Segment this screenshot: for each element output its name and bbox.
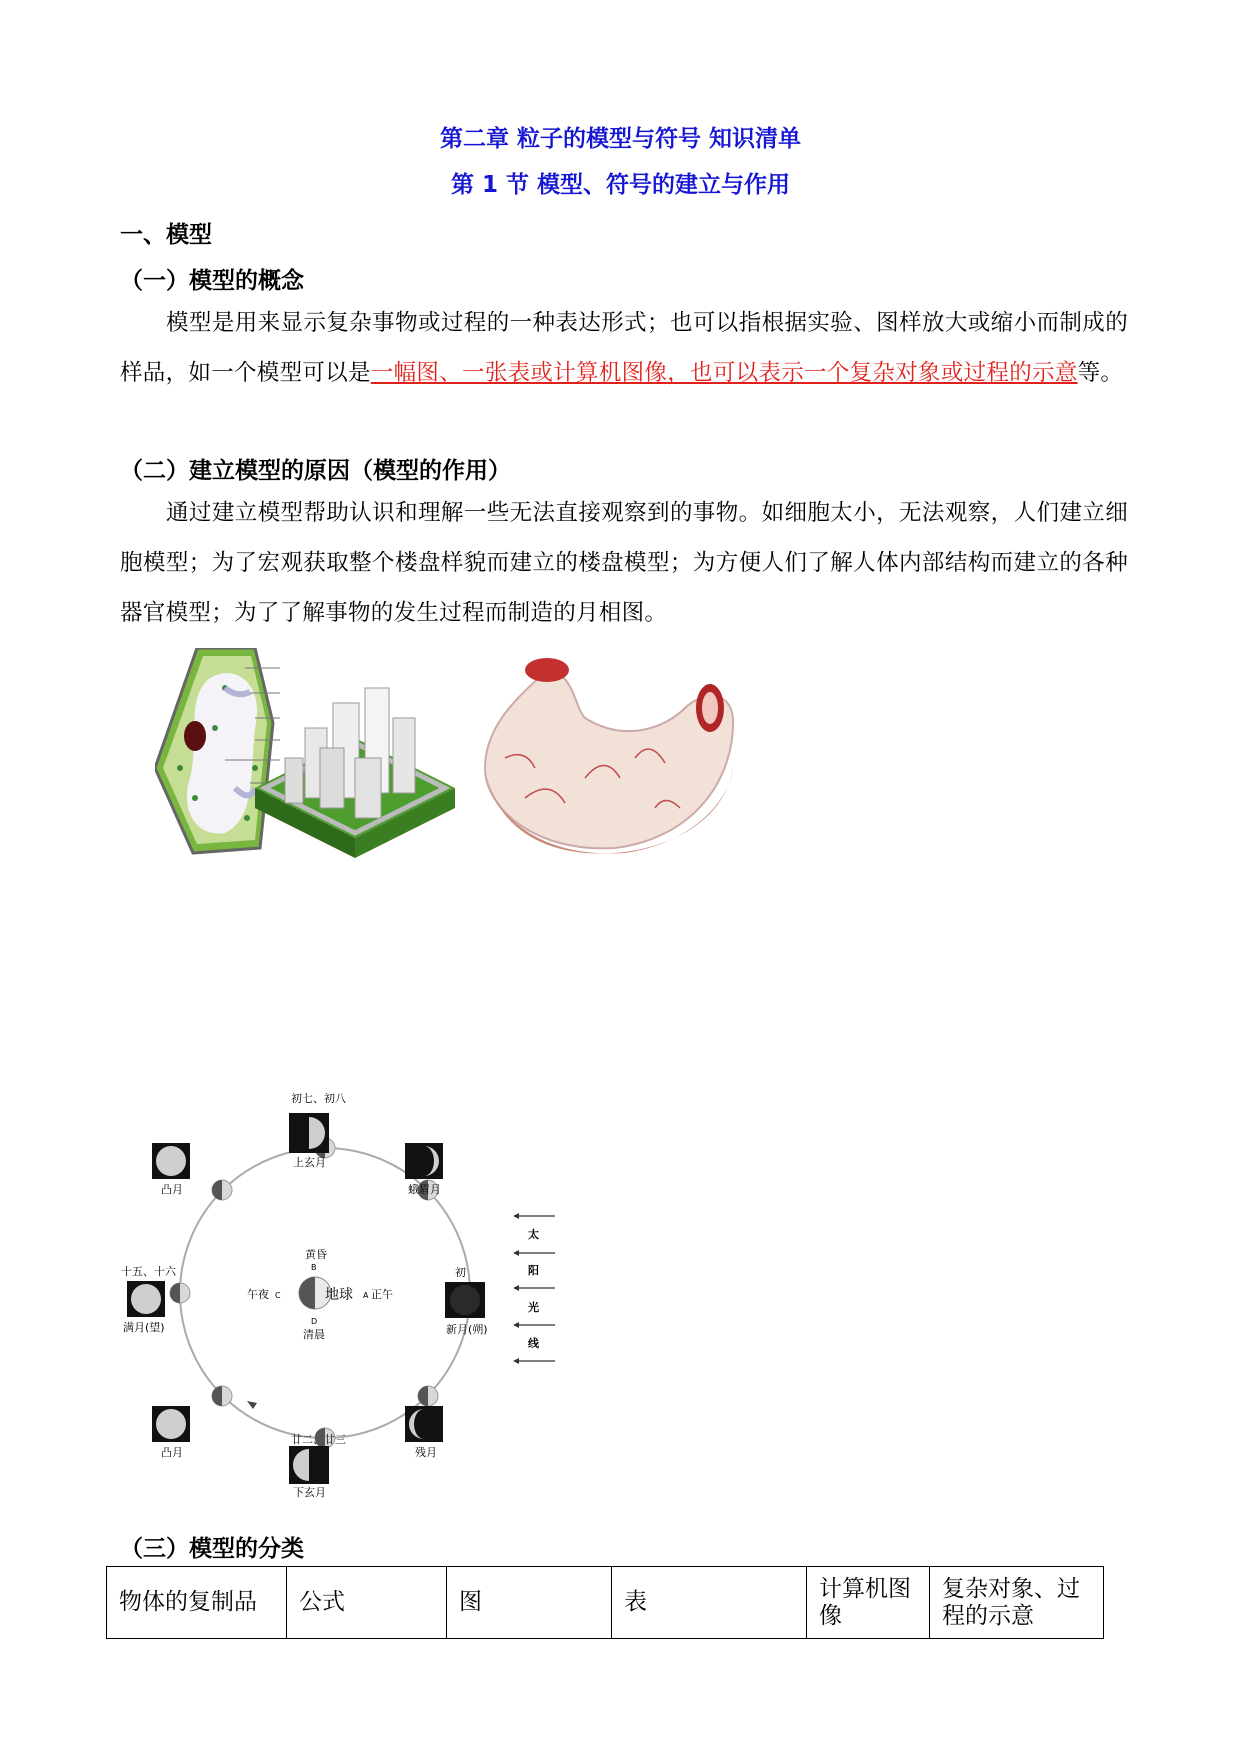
table-cell: 复杂对象、过程的示意	[930, 1567, 1104, 1639]
reason-paragraph: 通过建立模型帮助认识和理解一些无法直接观察到的事物。如细胞太小，无法观察，人们建立细胞模型；为了宏观获取整个楼盘样貌而建立的楼盘模型；为方便人们了解人体内部结构而建立的各种器官模型；为了了解事物的发生过程而制造的月相图。	[120, 500, 1128, 626]
sun-label-1: 太	[528, 1228, 539, 1241]
midnight-label: 午夜	[247, 1288, 269, 1301]
sun-label-2: 阳	[528, 1264, 539, 1277]
label-waning-crescent: 残月	[415, 1446, 437, 1459]
label-waxing-gibbous: 凸月	[161, 1183, 183, 1196]
label-full: 满月(望)	[123, 1321, 165, 1334]
sun-label-3: 光	[528, 1301, 539, 1314]
model-classification-table	[106, 1566, 1104, 1639]
waning-crescent-moon-image	[405, 1406, 443, 1442]
table-cell: 计算机图像	[807, 1567, 930, 1639]
sun-label-4: 线	[528, 1337, 539, 1350]
concept-paragraph	[120, 298, 1128, 398]
label-first-quarter: 上玄月	[293, 1156, 326, 1169]
last-quarter-moon-image	[289, 1446, 329, 1484]
heading-reason: （二）建立模型的原因（模型的作用）	[120, 458, 511, 484]
dusk-label: 黄昏	[305, 1248, 327, 1261]
model-images	[155, 648, 795, 860]
orbit-arrow-icon	[247, 1401, 257, 1409]
plant-cell-model-image	[155, 648, 280, 853]
label-new-date: 初	[455, 1266, 466, 1279]
table-cell: 表	[612, 1567, 807, 1639]
heading-classification: （三）模型的分类	[120, 1536, 304, 1562]
waning-gibbous-moon-image	[152, 1406, 190, 1442]
crescent-moon-image	[405, 1143, 443, 1179]
label-new: 新月(朔)	[446, 1323, 488, 1336]
concept-highlight: 一幅图、一张表或计算机图像，也可以表示一个复杂对象或过程的示意	[370, 360, 1078, 386]
earth-label: 地球	[325, 1287, 353, 1303]
section-title: 第 1 节 模型、符号的建立与作用	[450, 172, 791, 198]
table-cell: 图	[447, 1567, 612, 1639]
label-crescent: 蛾眉月	[408, 1183, 441, 1196]
moon-phase-diagram	[115, 1088, 565, 1508]
table-cell: 物体的复制品	[107, 1567, 287, 1639]
new-moon-image	[445, 1282, 485, 1318]
point-d-label: D	[311, 1317, 318, 1326]
full-moon-image	[127, 1281, 165, 1317]
noon-label: 正午	[371, 1288, 393, 1301]
label-full-date: 十五、十六	[121, 1265, 176, 1278]
point-a-label: A	[363, 1291, 369, 1300]
chapter-title: 第二章 粒子的模型与符号 知识清单	[439, 126, 801, 152]
label-top-date: 初七、初八	[291, 1092, 346, 1105]
first-quarter-moon-image	[289, 1113, 329, 1153]
point-b-label: B	[311, 1263, 317, 1272]
label-bottom-date: 廿二、廿三	[291, 1433, 346, 1446]
heading-models: 一、模型	[120, 222, 212, 248]
dawn-label: 清晨	[303, 1328, 325, 1341]
waxing-gibbous-moon-image	[152, 1143, 190, 1179]
heading-concept: （一）模型的概念	[120, 268, 304, 294]
point-c-label: C	[275, 1291, 281, 1300]
label-last-quarter: 下玄月	[293, 1486, 326, 1499]
table-cell: 公式	[287, 1567, 447, 1639]
concept-text-after: 等。	[1077, 360, 1124, 386]
label-waning-gibbous: 凸月	[161, 1446, 183, 1459]
concept-text-before: 模型是用来显示复杂事物或过程的一种表达形式；也可以指根据实验、图样放大或缩小而制成的样品，如一个模型可以是	[120, 310, 1128, 386]
stomach-model-image	[485, 658, 733, 854]
building-complex-model-image	[255, 688, 455, 858]
table-row	[107, 1567, 1104, 1639]
